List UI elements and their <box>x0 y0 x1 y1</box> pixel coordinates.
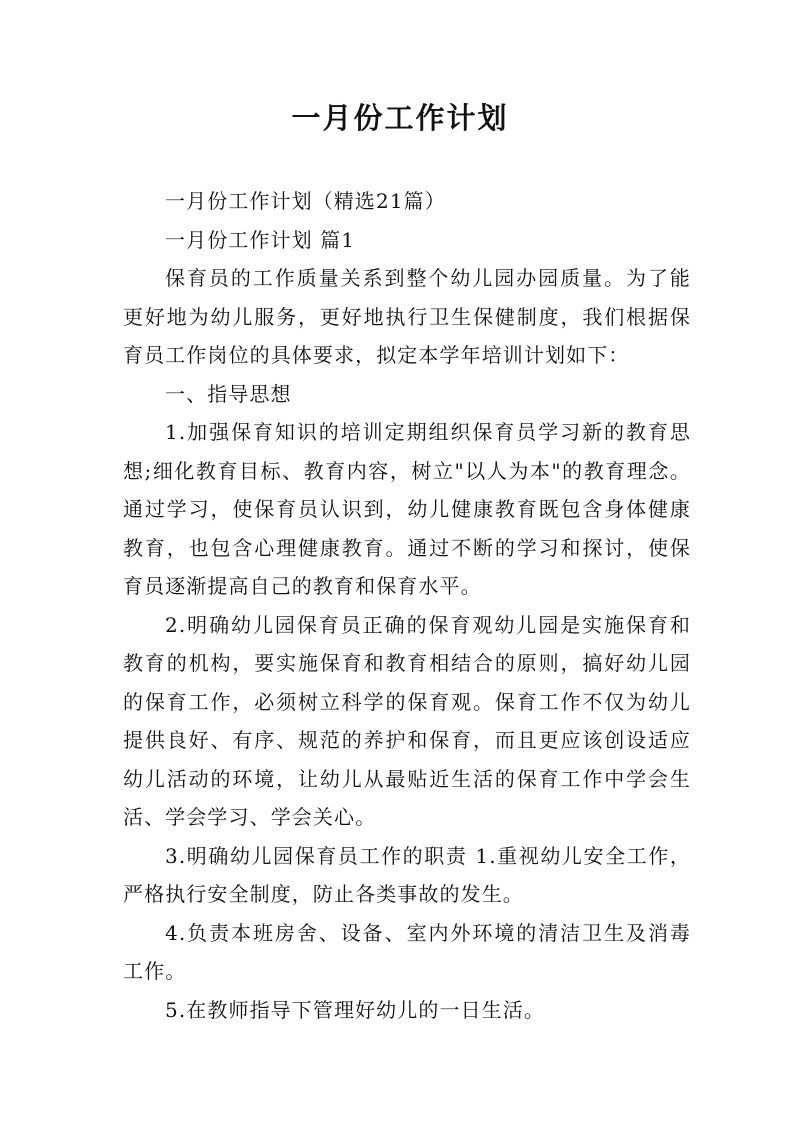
paragraph-item-3: 3.明确幼儿园保育员工作的职责 1.重视幼儿安全工作，严格执行安全制度，防止各类事故的发生。 <box>123 843 691 906</box>
document-title: 一月份工作计划 <box>291 101 509 135</box>
paragraph-section-heading: 一月份工作计划 篇1 <box>165 227 356 252</box>
paragraph-item-1: 1.加强保育知识的培训定期组织保育员学习新的教育思想;细化教育目标、教育内容，树立"以人为本"的教育理念。通过学习，使保育员认识到，幼儿健康教育既包含身体健康教育，也包含心理健康教育。通过不断的学习和探讨，使保育员逐渐提高自己的教育和保育水平。 <box>123 420 691 598</box>
paragraph-intro: 保育员的工作质量关系到整个幼儿园办园质量。为了能更好地为幼儿服务，更好地执行卫生保健制度，我们根据保育员工作岗位的具体要求，拟定本学年培训计划如下： <box>123 266 691 367</box>
paragraph-item-5: 5.在教师指导下管理好幼儿的一日生活。 <box>165 997 545 1022</box>
paragraph-item-4: 4.负责本班房舍、设备、室内外环境的清洁卫生及消毒工作。 <box>123 920 691 983</box>
paragraph-subtitle: 一月份工作计划（精选21篇） <box>165 189 446 213</box>
paragraph-item-2: 2.明确幼儿园保育员正确的保育观幼儿园是实施保育和教育的机构，要实施保育和教育相结合的原则，搞好幼儿园的保育工作，必须树立科学的保育观。保育工作不仅为幼儿提供良好、有序、规范的养护和保育，而且更应该创设适应幼儿活动的环境，让幼儿从最贴近生活的保育工作中学会生活、学会学习、学会关心。 <box>123 612 691 829</box>
document-body <box>123 182 691 1029</box>
paragraph-heading-guiding-thought: 一、指导思想 <box>165 381 292 406</box>
